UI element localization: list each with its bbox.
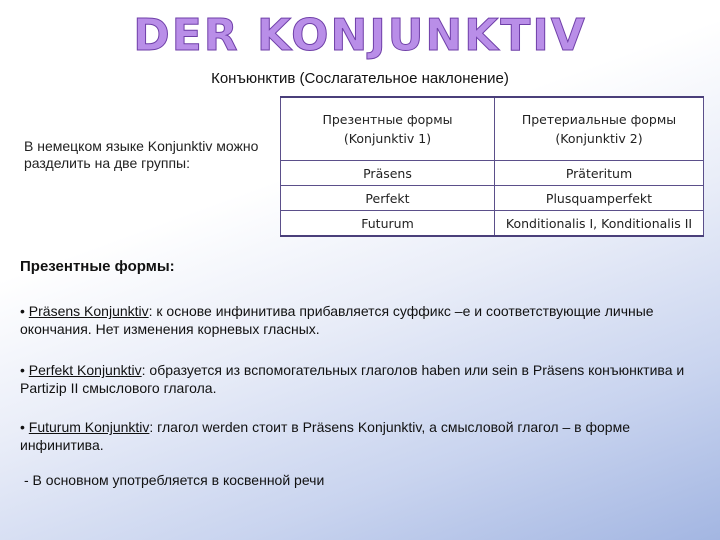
bullet-text: : глагол werden стоит в Präsens Konjunktiv, а смысловой глагол – в форме инфинитива. [20, 419, 630, 453]
intro-text: В немецком языке Konjunktiv можно разделить на две группы: [24, 138, 259, 171]
table-cell: Konditionalis I, Konditionalis II [495, 211, 704, 237]
bullet-marker: • [20, 419, 29, 435]
slide-subtitle: Конъюнктив (Сослагательное наклонение) [211, 70, 509, 87]
slide-title: DER KONJUNKTIV [133, 10, 587, 61]
table-header-row [281, 97, 704, 161]
header-1-line1: Презентные формы [322, 112, 453, 127]
bullet-term: Perfekt Konjunktiv [28, 362, 142, 378]
header-2-line1: Претериальные формы [521, 112, 677, 127]
header-2-line2: (Konjunktiv 2) [555, 131, 643, 146]
bullet-futurum [20, 418, 700, 454]
header-konjunktiv-2 [495, 97, 704, 161]
table-row [281, 186, 704, 211]
bullet-term: Futurum Konjunktiv [28, 419, 150, 435]
bullet-term: Präsens Konjunktiv [28, 303, 149, 319]
table-cell: Futurum [281, 211, 495, 237]
table-cell: Plusquamperfekt [495, 186, 704, 211]
konjunktiv-forms-table [280, 96, 704, 237]
table-cell: Perfekt [281, 186, 495, 211]
header-konjunktiv-1 [281, 97, 495, 161]
header-1-line2: (Konjunktiv 1) [343, 131, 432, 146]
table-row [281, 161, 704, 186]
table-row [281, 211, 704, 237]
bullet-text: : образуется из вспомогательных глаголов haben или sein в Präsens конъюнктива и Partizip II смыслового глагола. [20, 362, 685, 396]
table-cell: Präsens [281, 161, 495, 186]
bullet-perfekt [20, 361, 700, 397]
bullet-marker: • [20, 362, 29, 378]
usage-note: - В основном употребляется в косвенной речи [24, 472, 325, 488]
bullet-text: : к основе инфинитива прибавляется суффикс –е и соответствующие личные окончания. Нет изменения корневых гласных. [20, 303, 654, 337]
table-cell: Präteritum [495, 161, 704, 186]
bullet-prasens [20, 302, 700, 338]
section-heading: Презентные формы: [20, 258, 175, 275]
bullet-marker: • [20, 303, 29, 319]
